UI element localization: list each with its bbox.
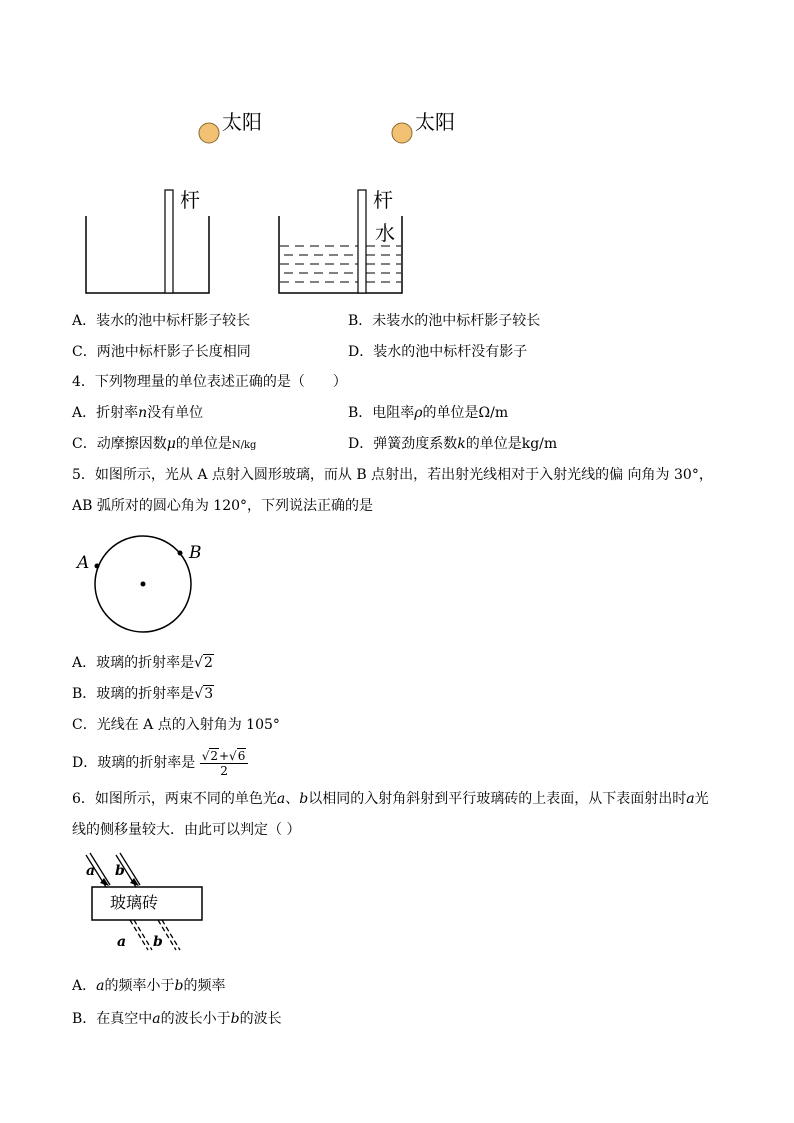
point-a-dot — [95, 564, 100, 569]
q4-a-var: n — [138, 405, 148, 421]
q3-option-b: B．未装水的池中标杆影子较长 — [348, 313, 541, 329]
q5-b-prefix: B．玻璃的折射率是 — [72, 686, 195, 702]
q3-option-d: D．装水的池中标杆没有影子 — [348, 344, 528, 360]
pole-label-left: 杆 — [180, 188, 200, 212]
point-a-label: A — [77, 553, 90, 573]
q4-b-mid: 的单位是 — [422, 405, 479, 421]
circle-glass-diagram — [70, 528, 270, 638]
ray-a-out — [130, 920, 148, 950]
ray-a-out-2 — [134, 920, 152, 950]
fraction-d: $\frac{√2+√6}{2}$ — [200, 749, 249, 778]
q4-c-var: μ — [166, 436, 176, 452]
pole-right — [358, 190, 366, 293]
q4-option-a — [72, 404, 203, 422]
q4-c-unit: N/kg — [231, 440, 257, 451]
glass-brick-label: 玻璃砖 — [110, 893, 159, 912]
q4-b-prefix: B．电阻率 — [348, 405, 415, 421]
water-label: 水 — [375, 221, 395, 245]
q4-d-prefix: D．弹簧劲度系数 — [348, 436, 458, 452]
q5-stem-line1: 5．如图所示，光从 A 点射入圆形玻璃，而从 B 点射出，若出射光线相对于入射光线的偏 向角为 30°， — [72, 467, 713, 483]
q4-d-mid: 的单位是 — [465, 436, 522, 452]
q4-d-var: k — [457, 436, 466, 452]
pole-label-right: 杆 — [373, 188, 393, 212]
sqrt-2-a: √2 — [194, 655, 213, 671]
fig-b-in-label: b — [115, 863, 125, 879]
q4-b-unit: Ω/m — [478, 405, 509, 421]
q4-option-d — [348, 435, 557, 453]
q4-d-unit: kg/m — [521, 436, 558, 452]
q5-option-c: C．光线在 A 点的入射角为 105° — [72, 717, 280, 733]
q6-option-b: B．在真空中a的波长小于b的波长 — [72, 1011, 282, 1027]
q4-c-prefix: C．动摩擦因数 — [72, 436, 167, 452]
q5-stem-line2: AB 弧所对的圆心角为 120°，下列说法正确的是 — [72, 498, 374, 514]
q6-option-a: A．a的频率小于b的频率 — [72, 978, 226, 994]
sun-pool-diagram — [0, 0, 794, 310]
q4-option-c — [72, 435, 256, 455]
point-b-dot — [178, 551, 183, 556]
fig-b-out-label: b — [153, 934, 163, 950]
q4-a-prefix: A．折射率 — [72, 405, 139, 421]
q6-stem-line2: 线的侧移量较大．由此可以判定（ ） — [72, 822, 301, 838]
fig-a-out-label: a — [117, 934, 127, 950]
fig-a-in-label: a — [86, 863, 96, 879]
q5-option-d — [72, 746, 248, 780]
q5-d-prefix: D．玻璃的折射率是 — [72, 755, 196, 771]
q5-a-prefix: A．玻璃的折射率是 — [72, 655, 195, 671]
q3-option-a: A．装水的池中标杆影子较长 — [72, 313, 251, 329]
q5-option-a — [72, 654, 214, 672]
sun-icon-left — [199, 123, 219, 143]
q5-option-b — [72, 685, 214, 703]
q4-option-b — [348, 404, 508, 422]
q3-option-c: C．两池中标杆影子长度相同 — [72, 344, 251, 360]
center-point — [141, 582, 146, 587]
pole-left — [165, 190, 173, 293]
q4-stem: 4．下列物理量的单位表述正确的是（ ） — [72, 374, 347, 390]
water-dashes — [280, 246, 401, 282]
point-b-label: B — [189, 543, 202, 563]
q6-stem-line1: 6．如图所示，两束不同的单色光a、b以相同的入射角斜射到平行玻璃砖的上表面，从下表面射出时a光 — [72, 791, 709, 807]
pool-left — [86, 216, 209, 293]
q4-a-suffix: 没有单位 — [147, 405, 204, 421]
ray-b-out-2 — [162, 920, 180, 950]
sqrt-3-b: √3 — [194, 686, 214, 702]
q4-b-var: ρ — [414, 405, 423, 421]
sun-icon-right — [392, 123, 412, 143]
sun-label-left: 太阳 — [222, 110, 262, 134]
sun-label-right: 太阳 — [415, 110, 455, 134]
q4-c-mid: 的单位是 — [175, 436, 232, 452]
